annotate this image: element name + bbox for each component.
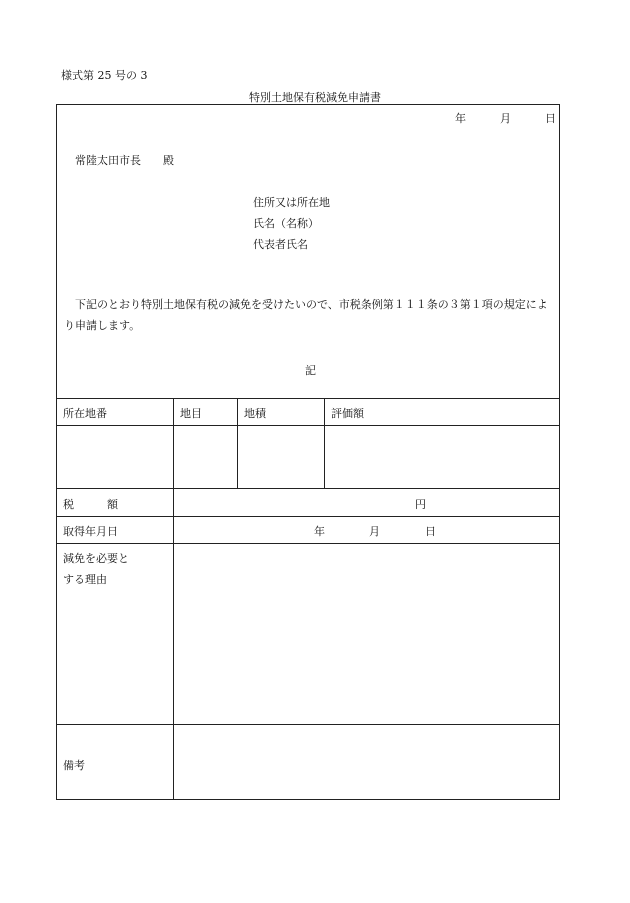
date-day: 日: [545, 112, 556, 125]
header-land-type: 地目: [180, 407, 202, 420]
application-statement: 下記のとおり特別土地保有税の減免を受けたいので、市税条例第１１１条の３第１項の規定により申請します。: [64, 298, 548, 332]
table-top-line: [56, 398, 560, 399]
acquisition-date-label: 取得年月日: [63, 525, 118, 538]
parcel-row-bottom-line: [56, 488, 560, 489]
addressee: 常陸太田市長 殿: [75, 154, 174, 167]
land-type-cell[interactable]: [174, 426, 236, 487]
tax-amount-unit: 円: [415, 498, 426, 511]
valuation-cell[interactable]: [325, 426, 559, 487]
date-year: 年: [455, 112, 466, 125]
header-area: 地積: [244, 407, 266, 420]
representative-label: 代表者氏名: [253, 238, 308, 251]
address-label: 住所又は所在地: [253, 196, 330, 209]
acquisition-day: 日: [425, 525, 436, 538]
tax-amount-label: 税 額: [63, 498, 118, 511]
header-location: 所在地番: [63, 407, 107, 420]
header-valuation: 評価額: [331, 407, 364, 420]
remarks-cell[interactable]: [174, 725, 559, 799]
location-cell[interactable]: [57, 426, 172, 487]
form-number: 様式第 25 号の 3: [61, 69, 148, 82]
name-label: 氏名（名称）: [253, 217, 319, 230]
reason-label-line1: 減免を必要と: [63, 552, 129, 565]
date-month: 月: [500, 112, 511, 125]
area-cell[interactable]: [238, 426, 323, 487]
acquisition-month: 月: [369, 525, 380, 538]
reason-label-line2: する理由: [63, 573, 107, 586]
acquisition-year: 年: [314, 525, 325, 538]
document-title: 特別土地保有税減免申請書: [249, 91, 381, 104]
tax-row-bottom-line: [56, 516, 560, 517]
reason-cell[interactable]: [174, 544, 559, 723]
ki-label: 記: [305, 364, 316, 377]
remarks-label: 備考: [63, 759, 85, 772]
